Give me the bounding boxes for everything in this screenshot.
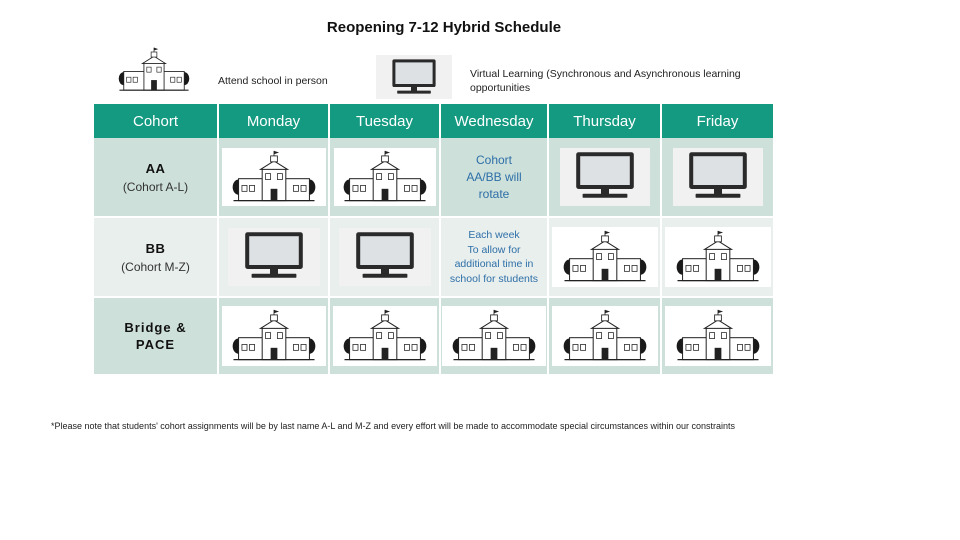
table-row-aa (94, 138, 773, 217)
rotation-note-line: To allow for (467, 243, 521, 256)
rotation-note-line: AA/BB will (466, 169, 522, 184)
day-cell-tuesday (329, 138, 440, 217)
legend-virtual-label (470, 67, 741, 95)
computer-icon (228, 228, 320, 286)
cohort-name: AA (145, 160, 166, 176)
computer-icon (376, 55, 452, 99)
table-row-bb (94, 217, 773, 297)
day-cell-friday (661, 138, 773, 217)
rotation-note-line: Each week (468, 229, 520, 241)
legend-virtual-label-line2: opportunities (470, 82, 531, 94)
column-header-wednesday: Wednesday (440, 104, 548, 138)
schedule-table (94, 104, 773, 376)
column-header-thursday: Thursday (548, 104, 661, 138)
day-cell-thursday (548, 217, 661, 297)
table-header-row (94, 104, 773, 138)
day-cell-monday (218, 217, 329, 297)
rotation-note (441, 152, 547, 203)
cohort-cell-bb (94, 217, 218, 297)
day-cell-wednesday (440, 217, 548, 297)
rotation-note-line: school for students (449, 272, 539, 285)
cohort-cell-aa (94, 138, 218, 217)
computer-icon (673, 148, 763, 206)
rotation-note-line: rotate (478, 186, 510, 201)
cohort-name-line1: Bridge & (124, 320, 187, 335)
school-icon (552, 227, 658, 287)
column-header-friday: Friday (661, 104, 773, 138)
day-cell-thursday (548, 138, 661, 217)
day-cell-wednesday (440, 297, 548, 375)
column-header-tuesday: Tuesday (329, 104, 440, 138)
day-cell-monday (218, 297, 329, 375)
cohort-name: BB (145, 240, 166, 256)
computer-icon (339, 228, 431, 286)
day-cell-wednesday (440, 138, 548, 217)
cohort-name-line2: PACE (135, 337, 176, 352)
footnote: *Please note that students' cohort assignments will be by last name A-L and M-Z and every effort will be made to accommodate special circumstances within our constraints (51, 421, 736, 431)
day-cell-thursday (548, 297, 661, 375)
computer-icon (560, 148, 650, 206)
rotation-note-line: Cohort (475, 152, 513, 167)
rotation-note-line: additional time in (454, 258, 534, 270)
rotation-note (441, 228, 547, 286)
school-icon (665, 306, 771, 366)
school-icon (442, 306, 546, 366)
day-cell-tuesday (329, 217, 440, 297)
legend-virtual-label-line1: Virtual Learning (Synchronous and Asynchronous learning (470, 68, 741, 80)
school-icon (334, 148, 436, 206)
school-icon (552, 306, 658, 366)
day-cell-friday (661, 217, 773, 297)
page-title: Reopening 7-12 Hybrid Schedule (326, 19, 562, 36)
day-cell-friday (661, 297, 773, 375)
cohort-cell-bridge-pace (94, 297, 218, 375)
cohort-range: (Cohort M-Z) (121, 259, 190, 274)
legend-in-person-label: Attend school in person (218, 75, 328, 87)
school-icon (333, 306, 437, 366)
day-cell-tuesday (329, 297, 440, 375)
column-header-monday: Monday (218, 104, 329, 138)
school-icon (665, 227, 771, 287)
cohort-range: (Cohort A-L) (122, 179, 189, 194)
column-header-cohort: Cohort (94, 104, 218, 138)
school-icon (222, 306, 326, 366)
table-row-bridge-pace (94, 297, 773, 375)
school-icon (118, 44, 190, 94)
school-icon (222, 148, 326, 206)
day-cell-monday (218, 138, 329, 217)
